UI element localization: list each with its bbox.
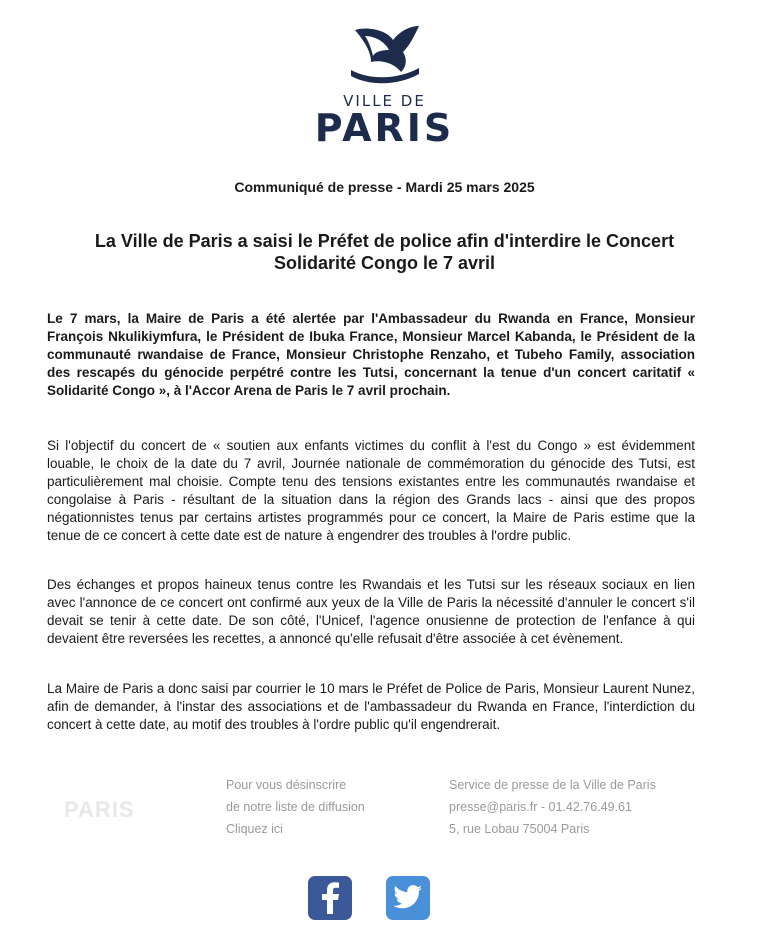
lead-paragraph: Le 7 mars, la Maire de Paris a été alertée par l'Ambassadeur du Rwanda en France, Monsieur François Nkulikiymfura, le Président de Ibuka France, Monsieur Marcel Kabanda, le Président de la communauté rwandaise de France, Monsieur Christophe Renzaho, et Tubeho Family, association des rescapés du génocide perpétré contre les Tutsi, concernant la tenue d'un concert caritatif « Solidarité Congo », à l'Accor Arena de Paris le 7 avril prochain. [47, 311, 695, 398]
unsubscribe-line-2: de notre liste de diffusion [226, 800, 365, 814]
unsubscribe-link[interactable]: Cliquez ici [226, 822, 283, 836]
twitter-icon [393, 885, 423, 911]
body-paragraph-3: La Maire de Paris a donc saisi par courrier le 10 mars le Préfet de Police de Paris, Monsieur Laurent Nunez, afin de demander, à l'instar des associations et de l'ambassadeur du Rwanda en France, l'interdiction du concert à cette date, au motif des troubles à l'ordre public qu'il engendrerait. [47, 681, 695, 732]
unsubscribe-line-1: Pour vous désinscrire [226, 778, 347, 792]
contact-service: Service de presse de la Ville de Paris [449, 778, 656, 792]
paris-ship-emblem-icon [345, 22, 425, 88]
contact-address: 5, rue Lobau 75004 Paris [449, 822, 590, 836]
body-paragraph-1: Si l'objectif du concert de « soutien aux enfants victimes du conflit à l'est du Congo » est évidemment louable, le choix de la date du 7 avril, Journée nationale de commémoration du génocide des Tutsi, est particulièrement mal choisie. Compte tenu des tensions existantes entre les communautés rwandaise et congolaise à Paris - résultant de la situation dans la région des Grands lacs - ainsi que des propos négationnistes tenus par certains artistes programmés pour ce concert, la Maire de Paris estime que la tenue de ce concert à cette date est de nature à engendrer des troubles à l'ordre public. [47, 438, 695, 543]
facebook-icon [318, 882, 342, 914]
press-release-date: Communiqué de presse - Mardi 25 mars 2025 [234, 179, 535, 195]
body-paragraph-2: Des échanges et propos haineux tenus contre les Rwandais et les Tutsi sur les réseaux sociaux en lien avec l'annonce de ce concert ont confirmé aux yeux de la Ville de Paris la nécessité d'annuler le concert s'il devait se tenir à cette date. De son côté, l'Unicef, l'agence onusienne de protection de l'enfance à qui devaient être reversées les recettes, a annoncé qu'elle refusait d'être associée à cet évènement. [47, 577, 695, 646]
ville-de-paris-logo [0, 22, 769, 150]
facebook-button[interactable] [308, 876, 352, 920]
headline: La Ville de Paris a saisi le Préfet de police afin d'interdire le Concert Solidarité Congo le 7 avril [94, 231, 675, 273]
footer-contact [449, 774, 656, 840]
twitter-button[interactable] [386, 876, 430, 920]
footer-paris-logo: PARIS [64, 797, 135, 822]
contact-email-phone[interactable]: presse@paris.fr - 01.42.76.49.61 [449, 800, 632, 814]
footer-unsubscribe [226, 774, 365, 840]
logo-paris: PARIS [314, 106, 455, 150]
logo-ville-de: VILLE DE [343, 92, 426, 110]
